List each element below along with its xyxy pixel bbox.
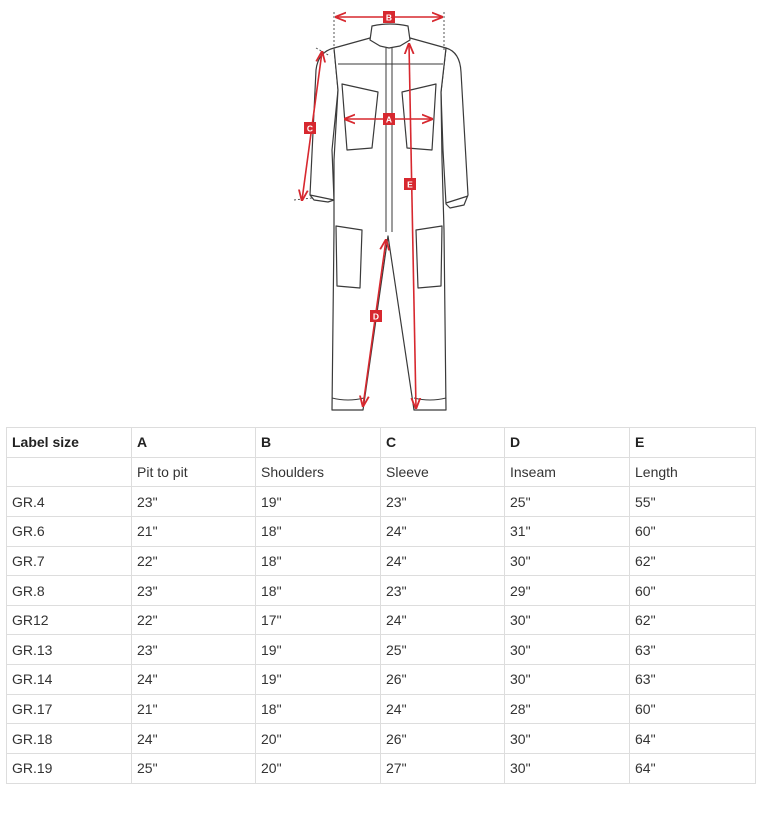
sleeve-cell: 24" xyxy=(381,694,505,724)
shoulders-cell: 20" xyxy=(256,754,381,784)
size-label-cell: GR.4 xyxy=(7,487,132,517)
table-row xyxy=(7,576,756,606)
shoulders-cell: 19" xyxy=(256,487,381,517)
right-sleeve xyxy=(441,48,468,208)
length-cell: 55" xyxy=(630,487,756,517)
header-cell-label-size: Label size xyxy=(7,428,132,458)
length-cell: 63" xyxy=(630,665,756,695)
length-cell: 60" xyxy=(630,576,756,606)
measure-badge-b xyxy=(383,11,395,23)
inseam-cell: 30" xyxy=(505,754,630,784)
length-cell: 63" xyxy=(630,635,756,665)
inseam-cell: 30" xyxy=(505,665,630,695)
measure-badge-a xyxy=(383,113,395,125)
size-label-cell: GR.7 xyxy=(7,546,132,576)
length-cell: 60" xyxy=(630,516,756,546)
size-label-cell: GR.6 xyxy=(7,516,132,546)
pit-to-pit-cell: 23" xyxy=(132,487,256,517)
table-row xyxy=(7,665,756,695)
pit-to-pit-cell: 23" xyxy=(132,635,256,665)
inseam-cell: 30" xyxy=(505,724,630,754)
shoulders-cell: 18" xyxy=(256,576,381,606)
table-header-row xyxy=(7,428,756,458)
length-cell: 60" xyxy=(630,694,756,724)
sleeve-cell: 23" xyxy=(381,487,505,517)
header-cell-e: E xyxy=(630,428,756,458)
size-label-cell: GR.8 xyxy=(7,576,132,606)
length-cell: 64" xyxy=(630,754,756,784)
sleeve-cell: 23" xyxy=(381,576,505,606)
shoulders-cell: 18" xyxy=(256,694,381,724)
subheader-cell-empty xyxy=(7,457,132,487)
header-cell-c: C xyxy=(381,428,505,458)
sleeve-cell: 27" xyxy=(381,754,505,784)
inseam-cell: 28" xyxy=(505,694,630,724)
pit-to-pit-cell: 21" xyxy=(132,516,256,546)
subheader-cell-sleeve: Sleeve xyxy=(381,457,505,487)
shoulders-cell: 20" xyxy=(256,724,381,754)
table-row xyxy=(7,754,756,784)
sleeve-cell: 26" xyxy=(381,724,505,754)
sleeve-cell: 25" xyxy=(381,635,505,665)
inseam-cell: 30" xyxy=(505,546,630,576)
inseam-cell: 30" xyxy=(505,605,630,635)
shoulders-cell: 19" xyxy=(256,665,381,695)
left-chest-pocket xyxy=(342,84,378,150)
measure-badge-e xyxy=(404,178,416,190)
inseam-cell: 25" xyxy=(505,487,630,517)
measure-label-e: E xyxy=(407,179,413,190)
inseam-cell: 30" xyxy=(505,635,630,665)
sleeve-cell: 24" xyxy=(381,605,505,635)
pit-to-pit-cell: 25" xyxy=(132,754,256,784)
header-cell-b: B xyxy=(256,428,381,458)
size-label-cell: GR.18 xyxy=(7,724,132,754)
sleeve-cell: 24" xyxy=(381,516,505,546)
table-row xyxy=(7,724,756,754)
size-label-cell: GR.14 xyxy=(7,665,132,695)
length-cell: 62" xyxy=(630,546,756,576)
length-cell: 62" xyxy=(630,605,756,635)
subheader-cell-shoulders: Shoulders xyxy=(256,457,381,487)
shoulders-cell: 18" xyxy=(256,546,381,576)
pit-to-pit-cell: 21" xyxy=(132,694,256,724)
sleeve-cell: 24" xyxy=(381,546,505,576)
coverall-outline xyxy=(310,24,468,410)
measure-badge-c xyxy=(304,122,316,134)
measure-label-d: D xyxy=(372,311,380,322)
pit-to-pit-cell: 22" xyxy=(132,605,256,635)
left-thigh-pocket xyxy=(336,226,362,288)
shoulders-cell: 17" xyxy=(256,605,381,635)
table-row xyxy=(7,516,756,546)
measure-label-b: B xyxy=(385,12,393,23)
subheader-cell-pit-to-pit: Pit to pit xyxy=(132,457,256,487)
shoulders-cell: 19" xyxy=(256,635,381,665)
table-row xyxy=(7,546,756,576)
sleeve-cell: 26" xyxy=(381,665,505,695)
pit-to-pit-cell: 24" xyxy=(132,665,256,695)
table-row xyxy=(7,487,756,517)
size-label-cell: GR.19 xyxy=(7,754,132,784)
pit-to-pit-cell: 24" xyxy=(132,724,256,754)
table-row xyxy=(7,605,756,635)
measure-label-c: C xyxy=(306,123,314,134)
table-row xyxy=(7,635,756,665)
subheader-cell-length: Length xyxy=(630,457,756,487)
header-cell-d: D xyxy=(505,428,630,458)
right-chest-pocket xyxy=(402,84,436,150)
measure-label-a: A xyxy=(385,114,393,125)
size-label-cell: GR.17 xyxy=(7,694,132,724)
subheader-cell-inseam: Inseam xyxy=(505,457,630,487)
measure-badge-d xyxy=(370,310,382,322)
inseam-cell: 29" xyxy=(505,576,630,606)
table-row xyxy=(7,694,756,724)
inseam-cell: 31" xyxy=(505,516,630,546)
table-subheader-row xyxy=(7,457,756,487)
length-cell: 64" xyxy=(630,724,756,754)
right-thigh-pocket xyxy=(416,226,442,288)
pit-to-pit-cell: 23" xyxy=(132,576,256,606)
shoulders-cell: 18" xyxy=(256,516,381,546)
size-label-cell: GR12 xyxy=(7,605,132,635)
pit-to-pit-cell: 22" xyxy=(132,546,256,576)
header-cell-a: A xyxy=(132,428,256,458)
size-label-cell: GR.13 xyxy=(7,635,132,665)
size-chart-table xyxy=(6,427,756,784)
